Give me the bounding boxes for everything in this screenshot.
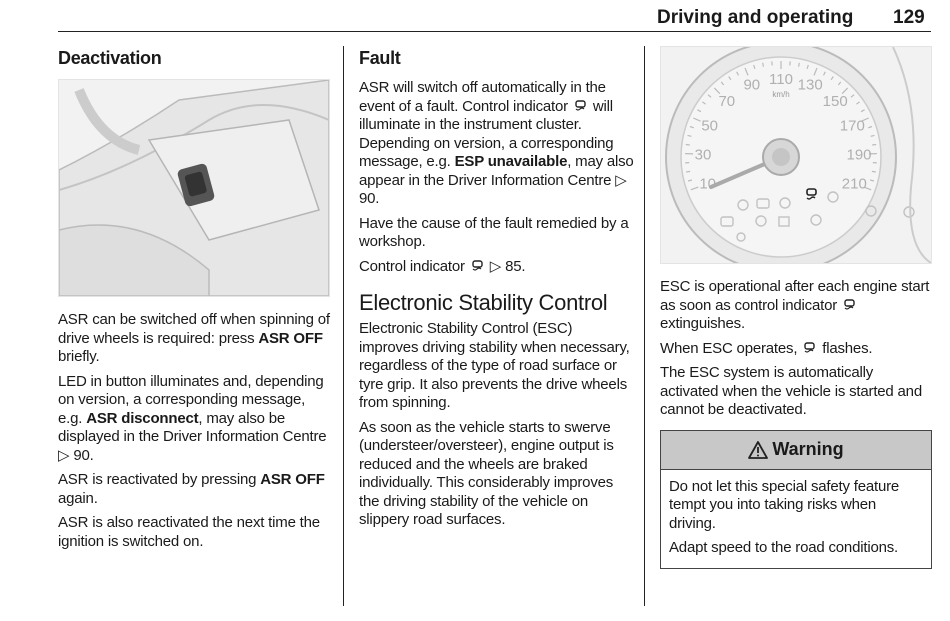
column-divider: [644, 46, 645, 606]
heading-esc: Electronic Stability Control: [359, 290, 608, 315]
speedo-tick: [872, 145, 876, 146]
column-right: [660, 42, 932, 569]
speedo-tick: [872, 171, 876, 172]
warning-header: [661, 431, 931, 470]
page-ref-arrow-icon: ▷: [615, 171, 627, 189]
speedometer-illustration: [660, 46, 932, 264]
speedo-tick: [799, 63, 800, 67]
speedo-numeral: 150: [822, 92, 848, 110]
para: As soon as the vehicle starts to swerve (understeer/oversteer), engine output is reduced and the wheels are braked individually. This considerably improves the driving stability of the vehicle on slippery road surfaces.: [359, 418, 614, 528]
asr-button-illustration: [58, 79, 330, 297]
para: Do not let this special safety feature tempt you into taking risks when driving.: [669, 477, 900, 532]
para: ASR will switch off automatically in the event of a fault. Control indicator will illuminate in the instrument cluster. Depending on version, a corresponding message, e.g. ESP unavailable, may also appear in the Driver Information Centre ▷ 90.: [359, 79, 634, 207]
heading-fault: Fault: [359, 48, 401, 68]
page-number: 129: [893, 7, 925, 28]
page-ref-arrow-icon: ▷: [489, 257, 502, 275]
speedo-numeral: 110: [769, 71, 793, 88]
speedo-tick: [686, 145, 690, 146]
warning-box: [660, 430, 932, 569]
para: ASR is reactivated by pressing ASR OFF again.: [58, 471, 325, 507]
header-rule: [58, 31, 931, 32]
para: ASR can be switched off when spinning of drive wheels is required: press ASR OFF briefly.: [58, 311, 330, 365]
skid-car-icon: [574, 99, 587, 112]
speed-unit: km/h: [772, 90, 790, 99]
column-divider: [343, 46, 344, 606]
speedo-numeral: 170: [839, 117, 865, 135]
warning-body: [661, 470, 931, 568]
para: The ESC system is automatically activated when the vehicle is started and cannot be deactivated.: [660, 364, 922, 418]
column-left: [58, 42, 330, 557]
skid-car-icon: [843, 298, 856, 311]
skid-car-icon: [803, 341, 816, 354]
speedo-numeral: 130: [797, 76, 823, 94]
warning-title: Warning: [772, 439, 844, 459]
para: Electronic Stability Control (ESC) improves driving stability when necessary, regardless of the type of road surface or tyre grip. It also prevents the drive wheels from spinning.: [359, 320, 630, 411]
para: LED in button illuminates and, depending on version, a corresponding message, e.g. ASR disconnect, may also be displayed in the Driver Information Centre ▷ 90.: [58, 372, 327, 464]
speedo-numeral: 90: [743, 76, 761, 94]
para: ASR is also reactivated the next time the ignition is switched on.: [58, 514, 320, 550]
para: ESC is operational after each engine start as soon as control indicator extinguishes.: [660, 278, 930, 332]
speedo-numeral: 30: [694, 146, 712, 164]
para: Control indicator ▷ 85.: [359, 257, 526, 275]
para: Adapt speed to the road conditions.: [669, 539, 899, 556]
speedo-numeral: 50: [701, 117, 719, 135]
para: Have the cause of the fault remedied by a workshop.: [359, 214, 629, 250]
speedo-numeral: 10: [699, 175, 717, 193]
para: When ESC operates, flashes.: [660, 339, 873, 357]
heading-deactivation: Deactivation: [58, 48, 162, 68]
speedo-numeral: 210: [841, 175, 867, 193]
speedometer-drawing: [661, 47, 931, 263]
column-middle: [359, 42, 634, 536]
speedo-tick: [763, 63, 764, 67]
console-drawing: [59, 80, 329, 296]
warning-triangle-icon: [748, 441, 768, 459]
speedo-numeral: 190: [846, 146, 872, 164]
speedo-numeral: 70: [718, 92, 736, 110]
section-title: Driving and operating: [657, 7, 854, 28]
skid-car-icon: [471, 259, 484, 272]
page-ref-arrow-icon: ▷: [58, 446, 70, 464]
speedo-tick: [686, 171, 690, 172]
